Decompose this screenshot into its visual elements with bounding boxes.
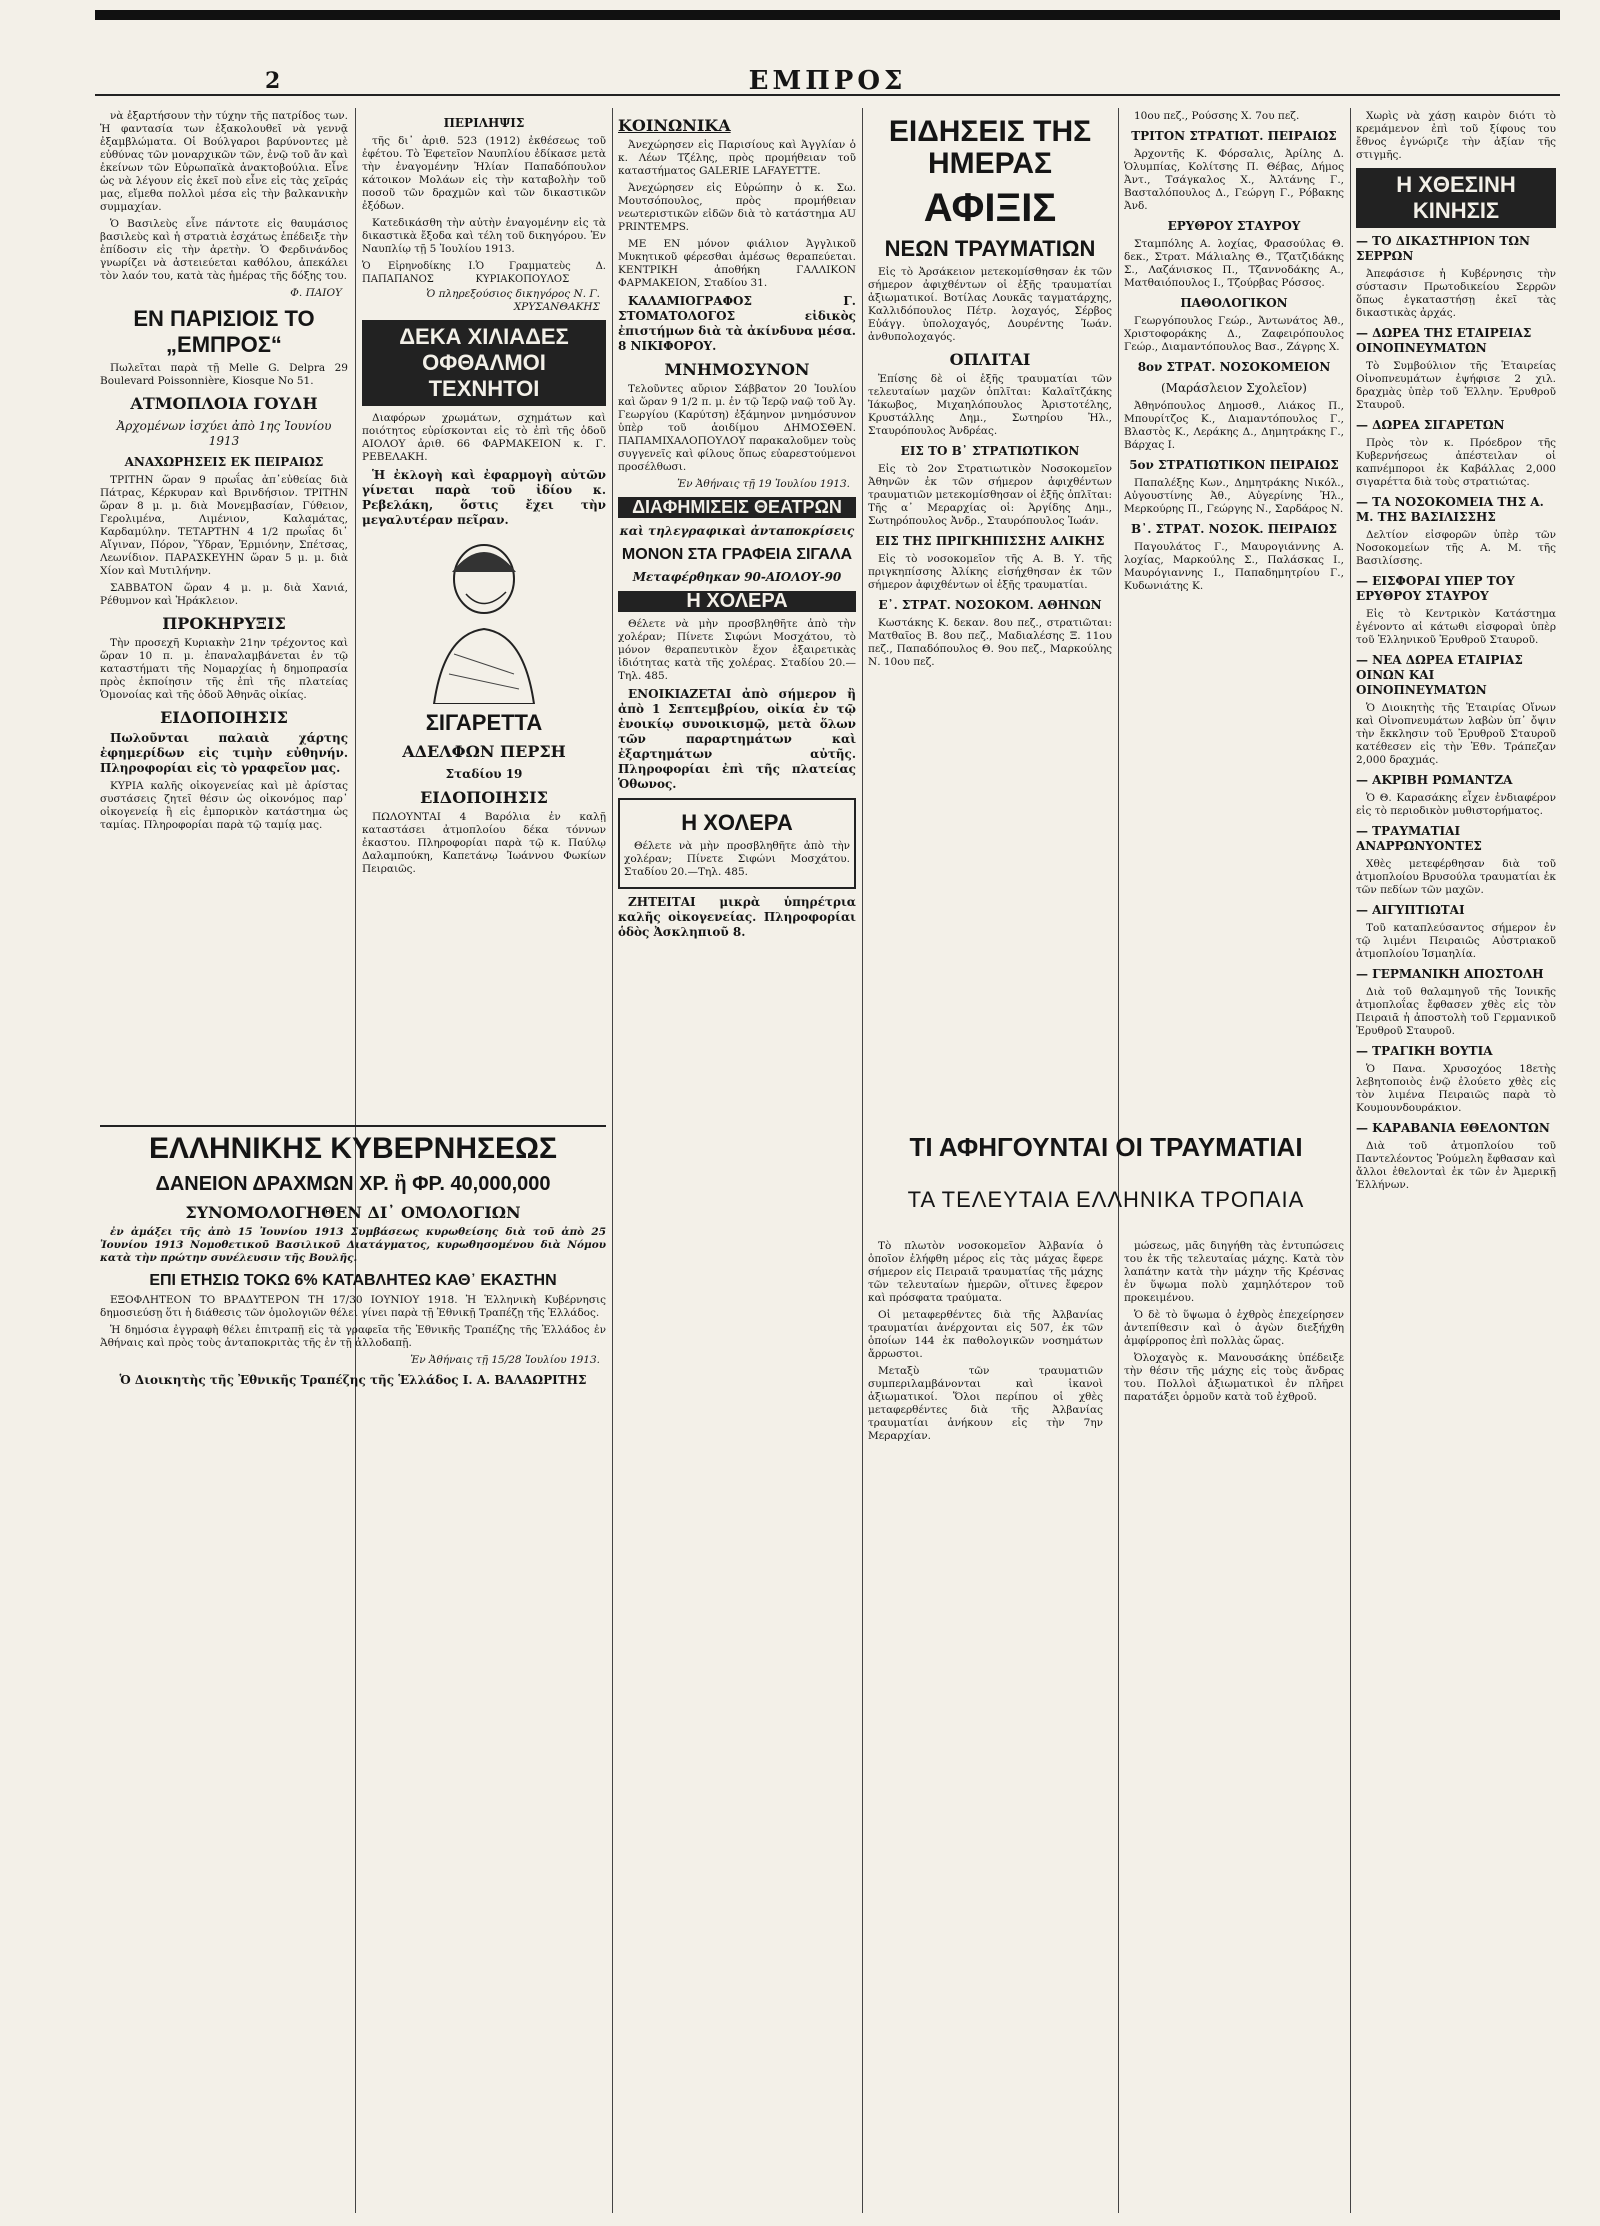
summary-heading: ΠΕΡΙΛΗΨΙΣ: [443, 116, 525, 130]
shipping-departures: ΑΝΑΧΩΡΗΣΕΙΣ ΕΚ ΠΕΙΡΑΙΩΣ: [124, 455, 324, 469]
recovering-heading: — ΤΡΑΥΜΑΤΙΑΙ ΑΝΑΡΡΩΝΥΟΝΤΕΣ: [1356, 824, 1482, 853]
romance-heading: — ΑΚΡΙΒΗ ΡΩΜΑΝΤΖΑ: [1356, 773, 1513, 787]
summary-text: Κατεδικάσθη τὴν αὐτὴν ἐναγομένην εἰς τὰ δικαστικὰ ἔξοδα καὶ τέλη τοῦ δικηγόρου. Ἐν Ναυπλίῳ τῇ 5 Ἰουλίου 1913.: [362, 217, 606, 255]
notice2-heading: ΕΙΔΟΠΟΙΗΣΙΣ: [420, 788, 548, 807]
princess-text: Εἰς τὸ νοσοκομεῖον τῆς Α. Β. Υ. τῆς πριγκηπίσσης Ἀλίκης εἰσήχθησαν ἐκ τῶν σήμερον ἀφιχθέντων οἱ ἑξῆς τραυματίαι.: [868, 553, 1112, 591]
arrival-text: Εἰς τὸ Ἀρσάκειον μετεκομίσθησαν ἐκ τῶν σήμερον ἀφιχθέντων οἱ ἑξῆς τραυματίαι ἀξιωματικοί. Βοτίλας Λουκᾶς ταγματάρχης, Καλλιδόπουλος Πέτρ. λοχαγός, Σέρβος Εὐάγγ. ὑπολοχαγός, Δουρέντης Ἰωάν. ἀνθυπολοχαγός.: [868, 266, 1112, 343]
theatre-heading: ΔΙΑΦΗΜΙΣΕΙΣ ΘΕΑΤΡΩΝ: [618, 497, 856, 518]
notice2-text: ΠΩΛΟΥΝΤΑΙ 4 Βαρόλια ἐν καλῇ καταστάσει ἀτμοπλοίου δέκα τόννων ἐκαστου. Πληροφορίαι παρὰ τῷ κ. Παύλῳ Δαλαμπούκη, Καπετάνῳ Ἰωάννου Φωκίων Πειραιῶς.: [362, 811, 606, 875]
loan-text: ἐν ἀμάξει τῆς ἀπὸ 15 Ἰουνίου 1913 Συμβάσεως κυρωθείσης διὰ τοῦ ἀπὸ 25 Ἰουνίου 1913 Νομοθετικοῦ Βασιλικοῦ Διατάγματος, κυρωθησομένου διὰ Νόμου κατὰ τὴν πρώτην συνέλευσιν τῆς Βουλῆς.: [100, 1226, 606, 1264]
hospital5-text: Κωστάκης Κ. δεκαν. 8ου πεζ., στρατιῶται: Ματθαῖος Β. 8ου πεζ., Μαδιαλέσης Ξ. 11ου πεζ., Παπαδόπουλος Θ. 9ου πεζ., Μαρκούλης Ν. 10ου πεζ.: [868, 617, 1112, 668]
wounded-tell-heading: ΤΙ ΑΦΗΓΟΥΝΤΑΙ ΟΙ ΤΡΑΥΜΑΤΙΑΙ: [909, 1132, 1303, 1162]
cigarette-ad-heading: ΣΙΓΑΡΕΤΤΑ: [425, 710, 543, 735]
romance-text: Ὁ Θ. Καρασάκης εἶχεν ἐνδιαφέρον εἰς τὸ περιοδικὸν μυθιστορήματος.: [1356, 792, 1556, 817]
signatures: [362, 260, 606, 286]
pathology-heading: ΠΑΘΟΛΟΓΙΚΟΝ: [1180, 296, 1288, 310]
wounded-text: Ὁ δὲ τὸ ὕψωμα ὁ ἐχθρὸς ἐπεχείρησεν ἀντεπίθεσιν καὶ ὁ ἀγὼν διεξήχθη ἀμφίρροπος ἐπὶ πολλὰς ὥρας.: [1124, 1309, 1344, 1347]
wounded-text: Οἱ μεταφερθέντες διὰ τῆς Ἀλβανίας τραυματίαι ἀνέρχονται εἰς 507, ἐκ τῶν ὁποίων 144 ἐκ παθολογικῶν νοσημάτων ἄρρωστοι.: [868, 1309, 1103, 1360]
signature-bottom: Ὁ πληρεξούσιος δικηγόρος Ν. Γ. ΧΡΥΣΑΝΘΑΚΗΣ: [426, 288, 600, 313]
loan-date: Ἐν Ἀθήναις τῇ 15/28 Ἰουλίου 1913.: [410, 1354, 600, 1366]
german-mission-heading: — ΓΕΡΜΑΝΙΚΗ ΑΠΟΣΤΟΛΗ: [1356, 967, 1544, 981]
loan-title: ΕΛΛΗΝΙΚΗΣ ΚΥΒΕΡΝΗΣΕΩΣ: [148, 1132, 558, 1165]
article-text: νὰ ἐξαρτήσουν τὴν τύχην τῆς πατρίδος των. Ἡ φαντασία των ἐξακολουθεῖ νὰ γεννᾷ ἐξαμβλώματα. Οἱ Βούλγαροι βαρύνοντες μὲ εὐθύνας τῶν μοναρχικῶν τῶν, ἐνῷ τοῦ ἄν καὶ ἐκείνων τῶν Εὐρωπαϊκὰ ἀνακτοβούλια. Εἶνε ὡς νὰ λέγουν εἰς ἐκεῖ ποὺ εἶνε εἰς τὰς χεῖράς μας, εἴμεθα πολλοὶ μέσα εἰς τὴν βαλκανικὴν συμμαχίαν.: [100, 110, 348, 213]
society-text: Ἀνεχώρησεν εἰς Παρισίους καὶ Ἀγγλίαν ὁ κ. Λέων Τζέλης, πρὸς προμήθειαν τοῦ καταστήματος GALERIE LAFAYETTE.: [618, 139, 856, 177]
recovering-text: Χθὲς μετεφέρθησαν διὰ τοῦ ἀτμοπλοίου Βρυσούλα τραυματίαι ἐκ τῶν πεδίων τῶν μαχῶν.: [1356, 858, 1556, 896]
hospital-b-heading: Β᾽. ΣΤΡΑΤ. ΝΟΣΟΚ. ΠΕΙΡΑΙΩΣ: [1131, 522, 1337, 536]
cholera2-text: Θέλετε νὰ μὴν προσβληθῆτε ἀπὸ τὴν χολέραν; Πίνετε Σιφώνι Μοσχάτου. Σταδίου 20.—Τηλ. 485.: [624, 840, 850, 878]
cholera-text: Θέλετε νὰ μὴν προσβληθῆτε ἀπὸ τὴν χολέραν; Πίνετε Σιφώνι Μοσχάτου, τὸ μόνον θεραπευτικὸν ἔχον ἐξαιρετικὰς ἰδιότητας κατὰ τῆς χολέρας. Σταδίου 20.—Τηλ. 485.: [618, 618, 856, 682]
tragic-dive-heading: — ΤΡΑΓΙΚΗ ΒΟΥΤΙΑ: [1356, 1044, 1493, 1058]
notice-text: ΚΥΡΙΑ καλῆς οἰκογενείας καὶ μὲ ἀρίστας συστάσεις ζητεῖ θέσιν ὡς οἰκονόμος παρ᾽ οἰκογενείᾳ ἢ εἰς ἐμπορικὸν κατάστημα ὡς ταμίας. Πληροφορίαι παρὰ τῷ ταμίᾳ μας.: [100, 780, 348, 831]
signature: Φ. ΠΑΙΟΥ: [290, 287, 342, 299]
volunteers-text: Διὰ τοῦ ἀτμοπλοίου τοῦ Παντελέοντος Ῥούμελη ἔφθασαν καὶ ἄλλοι ἐθελονταὶ ἐκ τῶν ἐν Ἀμερικῇ Ἑλλήνων.: [1356, 1140, 1556, 1191]
theatre-address: Μεταφέρθηκαν 90-ΑΙΟΛΟΥ-90: [632, 570, 842, 584]
soldiers-heading: ΟΠΛΙΤΑΙ: [949, 350, 1031, 369]
signature-left: Ὁ Εἰρηνοδίκης Ι. ΠΑΠΑΠΑΝΟΣ: [362, 261, 476, 285]
arrival-heading: ΑΦΙΞΙΣ: [923, 186, 1057, 230]
hospital2-heading: ΕΙΣ ΤΟ Β᾽ ΣΤΡΑΤΙΩΤΙΚΟΝ: [900, 444, 1080, 458]
egyptians-text: Τοῦ καταπλεύσαντος σήμερον ἐν τῷ λιμένι Πειραιῶς Αὐστριακοῦ ἀτμοπλοίου Ἰσμαηλία.: [1356, 922, 1556, 960]
article-text: Χωρὶς νὰ χάσῃ καιρὸν διότι τὸ κρεμάμενον ἐπὶ τοῦ ξίφους του ἔθνος ἐγνώριζε τὴν ἀξίαν τῆς στιγμῆς.: [1356, 110, 1556, 161]
news-main-heading: ΕΙΔΗΣΕΙΣ ΤΗΣ ΗΜΕΡΑΣ: [888, 115, 1092, 180]
article-text: Ὁ Βασιλεὺς εἶνε πάντοτε εἰς θαυμάσιος βασιλεὺς καὶ ἡ στρατιὰ ἐσχάτως ἐπέδειξε τὴν ἐπίδοσιν εἰς τὴν ἀρετὴν. Ὁ Φερδινάνδος γνωρίζει νὰ ἀστειεύεται καθόλου, ἀπεκάλει τὸν λαόν του, κατὰ τὰς ἡμέρας τῆς δόξης του.: [100, 218, 348, 282]
loan-subtitle: ΔΑΝΕΙΟΝ ΔΡΑΧΜΩΝ ΧΡ. ἢ ΦΡ. 40,000,000: [155, 1173, 551, 1195]
hospital-b-text: Παγουλάτος Γ., Μαυρογιάννης Α. λοχίας, Μαρκούλης Σ., Παλάσκας Ι., Μαυρόγιαννης Ι., Παπαδημητρίου Γ., Κυδωνιάτης Κ.: [1124, 541, 1344, 592]
wine-gift-text: Ὁ Διοικητὴς τῆς Ἑταιρίας Οἴνων καὶ Οἰνοπνευμάτων λαβὼν ὑπ᾽ ὄψιν τὴν ἔκκλησιν τοῦ Ἐρυθροῦ Σταυροῦ κατέθεσεν εἰς τὴν Ἐθν. Τράπεζαν 2,000 δραχμάς.: [1356, 702, 1556, 766]
wounded-text: Μεταξὺ τῶν τραυματιῶν συμπεριλαμβάνονται καὶ ἱκανοὶ ἀξιωματικοί. Ὅλοι περίπου οἱ χθὲς μεταφερθέντες διὰ τῆς Ἀλβανίας τραυματίαι ἀνήκουν εἰς τὴν 7ην Μεραρχίαν.: [868, 1365, 1103, 1442]
pathology-text: Γεωργόπουλος Γεώρ., Ἀντωνάτος Ἀθ., Χριστοφοράκης Δ., Ζαφειρόπουλος Γεώρ., Διαμαντόπουλος Βασ., Ζάγρης Χ.: [1124, 315, 1344, 353]
column-1: [100, 110, 348, 1110]
cigarette-ad-address: Σταδίου 19: [445, 767, 523, 781]
volunteers-heading: — ΚΑΡΑΒΑΝΙΑ ΕΘΕΛΟΝΤΩΝ: [1356, 1121, 1550, 1135]
loan-text: ΕΞΟΦΛΗΤΕΟΝ ΤΟ ΒΡΑΔΥΤΕΡΟΝ ΤΗ 17/30 ΙΟΥΝΙΟΥ 1918. Ἡ Ἑλληνικὴ Κυβέρνησις δημοσιεύσῃ ὅτι ἡ διάθεσις τῶν ὁμολογιῶν θέλει γίνει παρὰ τῇ Ἐθνικῇ Τραπέζῃ τῆς Ἑλλάδος.: [100, 1294, 606, 1319]
loan-text: Ἡ δημόσια ἐγγραφὴ θέλει ἐπιτραπῇ εἰς τὰ γραφεῖα τῆς Ἐθνικῆς Τραπέζης τῆς Ἑλλάδος ἐν Ἀθήναις καὶ πρὸς τοὺς ἀνταποκριτὰς τῆς ἐν τῇ ἀλλοδαπῇ.: [100, 1324, 606, 1349]
theatre-office: ΜΟΝΟΝ ΣΤΑ ΓΡΑΦΕΙΑ ΣΙΓΑΛΑ: [621, 546, 853, 563]
loan-subtitle2: ΣΥΝΟΜΟΛΟΓΗΘΕΝ ΔΙ᾽ ΟΜΟΛΟΓΙΩΝ: [185, 1203, 521, 1222]
notice-heading: ΕΙΔΟΠΟΙΗΣΙΣ: [160, 708, 288, 727]
column-rule: [612, 108, 613, 2213]
gift-text: Τὸ Συμβούλιον τῆς Ἑταιρείας Οἰνοπνευμάτων ἐψήφισε 2 χιλ. δραχμὰς ὑπὲρ τοῦ Ἑλλην. Ἐρυθροῦ Σταυροῦ.: [1356, 360, 1556, 411]
society-text: ΜΕ ΕΝ μόνον φιάλιον Ἀγγλικοῦ Μυκητικοῦ φέρεσθαι ἀμέσως θεραπεύεται. ΚΕΝΤΡΙΚΗ ἀποθήκη ΓΑΛΛΙΚΟΝ ΦΑΡΜΑΚΕΙΟΝ, Σταδίου 31.: [618, 238, 856, 289]
hospital8-heading: 8ον ΣΤΡΑΤ. ΝΟΣΟΚΟΜΕΙΟΝ: [1137, 360, 1331, 374]
top-rule: [95, 10, 1560, 20]
court-text: Ἀπεφάσισε ἡ Κυβέρνησις τὴν σύστασιν Πρωτοδικείου Σερρῶν ὅπως ἐγκαταστήσῃ ἐκεῖ τὰς δικαστικὰς ἀρχάς.: [1356, 268, 1556, 319]
queen-hospitals-text: Δελτίον εἰσφορῶν ὑπὲρ τῶν Νοσοκομείων τῆς Α. Μ. τῆς Βασιλίσσης.: [1356, 529, 1556, 567]
notice-text: Πωλοῦνται παλαιὰ χάρτης ἐφημερίδων εἰς τιμὴν εὐθηνήν. Πληροφορίαι εἰς τὸ γραφεῖον μας.: [100, 731, 348, 775]
gift-heading: — ΔΩΡΕΑ ΤΗΣ ΕΤΑΙΡΕΙΑΣ ΟΙΝΟΠΝΕΥΜΑΤΩΝ: [1356, 326, 1532, 355]
loan-ad: [100, 1125, 606, 1517]
wounded-text: μώσεως, μᾶς διηγήθη τὰς ἐντυπώσεις του ἐκ τῆς τελευταίας μάχης. Κατὰ τὸν λαπάτην κατὰ τὴν μάχην τῆς Κρέσνας ἐν ὕψωμα πολὺ χαμηλότερον τοῦ προκειμένου.: [1124, 1240, 1344, 1304]
column-rule: [862, 108, 863, 2213]
loan-rate: ΕΠΙ ΕΤΗΣΙΩ ΤΟΚΩ 6% ΚΑΤΑΒΛΗΤΕΩ ΚΑΘ᾽ ΕΚΑΣΤΗΝ: [149, 1272, 557, 1289]
trophies-heading: ΤΑ ΤΕΛΕΥΤΑΙΑ ΕΛΛΗΝΙΚΑ ΤΡΟΠΑΙΑ: [907, 1187, 1305, 1212]
page-number: 2: [265, 68, 281, 94]
wounded-article-right: [1124, 1240, 1344, 2200]
wine-gift-heading: — ΝΕΑ ΔΩΡΕΑ ΕΤΑΙΡΙΑΣ ΟΙΝΩΝ ΚΑΙ ΟΙΝΟΠΝΕΥΜΑΤΩΝ: [1356, 653, 1523, 697]
red-cross-donations-heading: — ΕΙΣΦΟΡΑΙ ΥΠΕΡ ΤΟΥ ΕΡΥΘΡΟΥ ΣΤΑΥΡΟΥ: [1356, 574, 1515, 603]
rent-text: ΕΝΟΙΚΙΑΖΕΤΑΙ ἀπὸ σήμερον ἢ ἀπὸ 1 Σεπτεμβρίου, οἰκία ἐν τῷ ἐνοικίῳ συνοικισμῷ, μετὰ ὅλων τῶν παραρτημάτων καὶ ἐξαρτημάτων αὐτῆς. Πληροφορίαι ἐπὶ τῆς πλατείας Ὁθωνος.: [618, 687, 856, 791]
queen-hospitals-heading: — ΤΑ ΝΟΣΟΚΟΜΕΙΑ ΤΗΣ Α. Μ. ΤΗΣ ΒΑΣΙΛΙΣΣΗΣ: [1356, 495, 1544, 524]
signature-right: Ὁ Γραμματεὺς Δ. ΚΥΡΙΑΚΟΠΟΥΛΟΣ: [475, 261, 606, 285]
hospital5-heading: Ε᾽. ΣΤΡΑΤ. ΝΟΣΟΚΟΜ. ΑΘΗΝΩΝ: [878, 598, 1102, 612]
hospital8-subheading: (Μαράσλειον Σχολεῖον): [1161, 381, 1307, 395]
loan-signer: Ὁ Διοικητὴς τῆς Ἐθνικῆς Τραπέζης τῆς Ἑλλάδος Ι. Α. ΒΑΛΑΩΡΙΤΗΣ: [119, 1373, 587, 1387]
paris-heading: ΕΝ ΠΑΡΙΣΙΟΙΣ ΤΟ „ΕΜΠΡΟΣ“: [133, 306, 315, 357]
shipping-text: ΤΡΙΤΗΝ ὥραν 9 πρωΐας ἀπ᾽εὐθείας διὰ Πάτρας, Κέρκυραν καὶ Βρινδήσιον. ΤΡΙΤΗΝ ὥραν 8 μ. μ. διὰ Μονεμβασίαν, Γύθειον, Γερολιμένα, Λιμένιον, Καλαμάτας, Καρδαμύλην. ΤΕΤΑΡΤΗΝ 4 1/2 πρωΐας δι᾽ Αἴγιναν, Πόρον, Ὕδραν, Ἑρμιόνην, Σπέτσας, Λεωνίδιον. ΠΑΡΑΣΚΕΥΗΝ ὥραν 5 μ. μ. διὰ Χίον καὶ Μυτιλήνην.: [100, 474, 348, 577]
society-heading: ΚΟΙΝΩΝΙΚΑ: [618, 116, 731, 135]
memorial-text: Τελοῦντες αὔριον Σάββατον 20 Ἰουλίου καὶ ὥραν 9 1/2 π. μ. ἐν τῷ Ἱερῷ ναῷ τοῦ Ἁγ. Γεωργίου (Καρύτση) ἐξάμηνον μνημόσυνον ὑπὲρ τοῦ ἀοιδίμου ΔΗΜΟΣΘΕΝ. ΠΑΠΑΜΙΧΑΛΟΠΟΥΛΟΥ παρακαλοῦμεν τοὺς συγγενεῖς καὶ φίλους ὅπως εὐαρεστούμενοι προσέλθωσι.: [618, 383, 856, 473]
soldiers-text: Ἐπίσης δὲ οἱ ἑξῆς τραυματίαι τῶν τελευταίων μαχῶν ὁπλῖται: Καλαϊτζάκης Ἰάκωβος, Μιχαηλόπουλος Ἀριστοτέλης, Κρυστάλλης Δημ., Σωτηρίου Ἠλ., Σταυρόπουλος Ἀνδρέας.: [868, 373, 1112, 437]
society-text: Ἀνεχώρησεν εἰς Εὐρώπην ὁ κ. Σω. Μουτσόπουλος, πρὸς προμήθειαν νεωτεριστικῶν εἰδῶν διὰ τὸ κατάστημα AU PRINTEMPS.: [618, 182, 856, 233]
eyes-ad-heading: ΔΕΚΑ ΧΙΛΙΑΔΕΣ ΟΦΘΑΛΜΟΙ ΤΕΧΝΗΤΟΙ: [362, 320, 606, 406]
court-heading: — ΤΟ ΔΙΚΑΣΤΗΡΙΟΝ ΤΩΝ ΣΕΡΡΩΝ: [1356, 234, 1530, 263]
wounded-article-left: [868, 1240, 1103, 2200]
wounded-text: Ὀλοχαγὸς κ. Μανουσάκης ὑπέδειξε τὴν θέσιν τῆς μάχης εἰς τοὺς ἄνδρας του. Πολλοὶ ἀξιωματικοὶ ἐν πλῆρει παρατάξει ὁρμοῦν κατὰ τοῦ ἐχθροῦ.: [1124, 1352, 1344, 1403]
column-rule: [1350, 108, 1351, 2213]
hospital-piraeus-heading: 5ον ΣΤΡΑΤΙΩΤΙΚΟΝ ΠΕΙΡΑΙΩΣ: [1129, 458, 1339, 472]
tragic-dive-text: Ὁ Πανα. Χρυσοχόος 18ετὴς λεβητοποιὸς ἐνῷ ἐλούετο χθὲς εἰς τὸν λιμένα Πειραιῶς παρὰ τὸ Κουμουνδουράκιον.: [1356, 1063, 1556, 1114]
hospital-piraeus-text: Παπαλέξης Κων., Δημητράκης Νικόλ., Αὐγουστίνης Ἀθ., Αὐγερίνης Ἠλ., Μερκούρης Π., Γεώργης Ν., Σαρδάρος Ν.: [1124, 477, 1344, 515]
column-4: [868, 110, 1112, 1110]
shipping-subheading: Ἀρχομένων ἰσχύει ἀπὸ 1ης Ἰουνίου 1913: [116, 419, 332, 448]
society-text: ΚΑΛΑΜΙΟΓΡΑΦΟΣ Γ. ΣΤΟΜΑΤΟΛΟΓΟΣ εἰδικὸς ἐπιστήμων διὰ τὰ ἀκίνδυνα μέσα. 8 ΝΙΚΙΦΟΡΟΥ.: [618, 294, 856, 353]
masthead: [95, 66, 1560, 96]
woman-portrait-illustration: [414, 534, 554, 704]
list-text: 10ου πεζ., Ρούσσης Χ. 7ου πεζ.: [1134, 110, 1300, 122]
shipping-heading: ΑΤΜΟΠΛΟΙΑ ΓΟΥΔΗ: [130, 394, 318, 413]
memorial-date: Ἐν Ἀθήναις τῇ 19 Ἰουλίου 1913.: [677, 478, 850, 490]
cigarette-gift-text: Πρὸς τὸν κ. Πρόεδρον τῆς Κυβερνήσεως ἀπέστειλαν οἱ καπνέμποροι ἐκ Καβάλλας 2,000 σιγαρέττα διὰ τοὺς στρατιώτας.: [1356, 437, 1556, 488]
column-2: [362, 110, 606, 1110]
column-5: [1124, 110, 1344, 1110]
cholera2-heading: Η ΧΟΛΕΡΑ: [681, 810, 793, 835]
eyes-ad-text: Διαφόρων χρωμάτων, σχημάτων καὶ ποιότητος εὑρίσκονται εἰς τὸ ἐπὶ τῆς ὁδοῦ ΑΙΟΛΟΥ ἀριθ. 66 ΦΑΡΜΑΚΕΙΟΝ κ. Γ. ΡΕΒΕΛΑΚΗ.: [362, 412, 606, 463]
masthead-title: ΕΜΠΡΟΣ: [748, 66, 907, 96]
cigarette-gift-heading: — ΔΩΡΕΑ ΣΙΓΑΡΕΤΩΝ: [1356, 418, 1505, 432]
yesterday-heading: Η ΧΘΕΣΙΝΗ ΚΙΝΗΣΙΣ: [1356, 168, 1556, 228]
cholera-heading: Η ΧΟΛΕΡΑ: [618, 591, 856, 612]
cigarette-ad-brand: ΑΔΕΛΦΩΝ ΠΕΡΣΗ: [402, 742, 566, 761]
german-mission-text: Διὰ τοῦ θαλαμηγοῦ τῆς Ἰονικῆς ἀτμοπλοΐας ἔφθασεν χθὲς εἰς τὸν Πειραιᾶ ἡ ἀποστολὴ τοῦ Γερμανικοῦ Ἐρυθροῦ Σταυροῦ.: [1356, 986, 1556, 1037]
wanted-text: ΖΗΤΕΙΤΑΙ μικρὰ ὑπηρέτρια καλῆς οἰκογενείας. Πληροφορίαι ὁδὸς Ἀσκληπιοῦ 8.: [618, 895, 856, 939]
memorial-heading: ΜΝΗΜΟΣΥΝΟΝ: [664, 360, 810, 379]
hospital8-text: Ἀθηνόπουλος Δημοσθ., Λιάκος Π., Μπουρίτζος Κ., Διαμαντόπουλος Γ., Βλαστὸς Κ., Λεράκης Δ., Δημητράκης Γ., Βάρχας Ι.: [1124, 400, 1344, 451]
third-hospital-heading: ΤΡΙΤΟΝ ΣΤΡΑΤΙΩΤ. ΠΕΙΡΑΙΩΣ: [1131, 129, 1337, 143]
proclamation-heading: ΠΡΟΚΗΡΥΞΙΣ: [162, 614, 286, 633]
red-cross-donations-text: Εἰς τὸ Κεντρικὸν Κατάστημα ἐγένοντο αἱ κάτωθι εἰσφοραὶ ὑπὲρ τοῦ Ἑλληνικοῦ Ἐρυθροῦ Σταυροῦ.: [1356, 608, 1556, 646]
proclamation-text: Τὴν προσεχῆ Κυριακὴν 21ην τρέχοντος καὶ ὥραν 10 π. μ. ἐπαναλαμβάνεται ἐν τῷ καταστήματι τῆς Νομαρχίας ἡ δημοπρασία πρὸς ἐκποίησιν τῆς ἐπὶ τῆς πλατείας Ὁμονοίας καὶ τῆς ὁδοῦ Ἀθηνᾶς οἰκίας.: [100, 637, 348, 701]
hospital2-text: Εἰς τὸ 2ον Στρατιωτικὸν Νοσοκομεῖον Ἀθηνῶν ἐκ τῶν σήμερον ἀφιχθέντων τραυματιῶν μετεκομίσθησαν οἱ ἑξῆς ὁπλῖται: Τῆς α᾽ Μεραρχίας οἱ: Ἀργίδης Δημ., Σωτηρόπουλος Ἀνδρ., Σταυρόπουλος Ἰωάν.: [868, 463, 1112, 527]
summary-text: τῆς δι᾽ ἀριθ. 523 (1912) ἐκθέσεως τοῦ ἐφέτου. Τὸ Ἐφετεῖον Ναυπλίου ἐδίκασε μετὰ τὴν ἐναγομένην Ἠλίαν Παπαδόπουλον κάτοικον Μολάων εἰς τὴν καταβολὴν τοῦ ποσοῦ τῶν δραχμῶν καὶ τῶν δικαστικῶν ἐξόδων.: [362, 135, 606, 212]
third-hospital-text: Ἀρχοντῆς Κ. Φόρσαλις, Ἀρίλης Δ. Ὁλυμπίας, Κολίτσης Π. Θέβας, Δήμος Ἀντ., Τσάγκαλος Χ., Ἀλτάνης Γ., Βασταλόπουλος Δ., Γεώργη Γ., Ρόβακης Ἀνδ.: [1124, 148, 1344, 212]
theatre-subheading: καὶ τηλεγραφικαὶ ἀνταποκρίσεις: [619, 524, 855, 538]
princess-heading: ΕΙΣ ΤΗΣ ΠΡΙΓΚΗΠΙΣΣΗΣ ΑΛΙΚΗΣ: [875, 534, 1105, 548]
red-cross-heading: ΕΡΥΘΡΟΥ ΣΤΑΥΡΟΥ: [1167, 219, 1301, 233]
column-6: [1356, 110, 1556, 2210]
egyptians-heading: — ΑΙΓΥΠΤΙΩΤΑΙ: [1356, 903, 1465, 917]
paris-text: Πωλεῖται παρὰ τῇ Melle G. Delpra 29 Boulevard Poissonnière, Kiosque No 51.: [100, 362, 348, 387]
red-cross-text: Σταμπόλης Α. λοχίας, Φρασούλας Θ. δεκ., Στρατ. Μάλιαλης Θ., Τζατζιδάκης Σ., Λαζάνισκος Π., Τζαννοδάκης Α., Ματθαιόπουλος Ι., Τζούρβας Ρόσσος.: [1124, 238, 1344, 289]
shipping-text: ΣΑΒΒΑΤΟΝ ὥραν 4 μ. μ. διὰ Χανιά, Ρέθυμνον καὶ Ἡράκλειον.: [100, 582, 348, 607]
eyes-ad-text: Ἡ ἐκλογὴ καὶ ἐφαρμογὴ αὐτῶν γίνεται παρὰ τοῦ ἰδίου κ. Ρεβελάκη, ὅστις ἔχει τὴν μεγαλυτέραν πεῖραν.: [362, 468, 606, 527]
wounded-text: Τὸ πλωτὸν νοσοκομεῖον Ἀλβανία ὁ ὁποῖον ἐλήφθη μέρος εἰς τὰς μάχας ἔφερε σήμερον εἰς Πειραιᾶ τραυματίας τῆς μάχης τῶν τελευταίων ἡμερῶν, οἵτινες ἔφερον καὶ πρόσφατα τραύματα.: [868, 1240, 1103, 1304]
column-3: [618, 110, 856, 2210]
arrival-subheading: ΝΕΩΝ ΤΡΑΥΜΑΤΙΩΝ: [884, 236, 1096, 261]
